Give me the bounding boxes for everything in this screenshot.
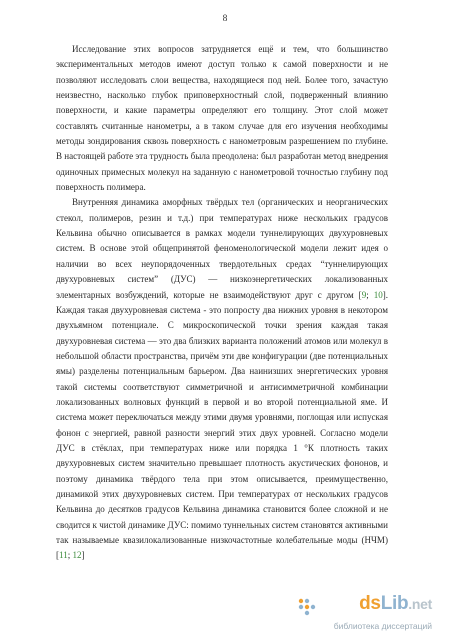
watermark-logo [359,593,432,615]
watermark [282,591,442,631]
logo-net: .net [408,596,432,612]
document-body [56,42,388,564]
logo-lib: Lib [380,593,409,614]
citation-link[interactable]: 10 [373,289,383,300]
citation-separator: ; [67,550,73,561]
logo-dots-icon [297,597,317,617]
paragraph-text: ]. Каждая такая двухуровневая система - это попросту два нижних уровня в некотором двухъямном потенциале. С микроскопической точки зрения каждая такая двухуровневая система — это два близких варианта положений атомов или молекул в небольшой области пространства, причём эти две конфигурации (две потенциальных ямы) разделены потенциальным барьером. Два наинизших энергетических уровня такой системы соответствуют симметричной и антисимметричной комбинации локализованных волновых функций в первой и во второй потенциальной яме. И система может переключаться между этими двумя уровнями, поглощая или испуская фонон с энергией, равной разности энергий этих двух уровней. Согласно модели ДУС в стёклах, при температурах ниже или порядка 1 °К плотность таких двухуровневых систем значительно превышает плотность акустических фононов, и поэтому динамика твёрдого тела при этом описывается, преимущественно, динамикой этих двухуровневых систем. При температурах от нескольких градусов Кельвина до десятков градусов Кельвина динамика становится более сложной и не сводится к чистой динамике ДУС: помимо туннельных систем становятся активными так называемые квазилокализованные низкочастотные колебательные моды (НЧМ) [ [56,289,389,561]
paragraph: Исследование этих вопросов затрудняется ещё и тем, что большинство экспериментальных методов имеют доступ только к самой поверхности и не позволяют исследовать слои вещества, находящиеся под ней. Более того, зачастую неизвестно, насколько глубок приповерхностный слой, подверженный влиянию поверхности, и какие параметры определяют его толщину. Этот слой может составлять считанные нанометры, а в таком случае для его изучения необходимы методы зондирования сквозь поверхность с нанометровым разрешением по глубине. В настоящей работе эта трудность была преодолена: был разработан метод внедрения одиночных примесных молекул на заданную с нанометровой точностью глубину под поверхность полимера. [56,44,388,193]
paragraph-text: ] [81,550,85,561]
citation-link[interactable]: 9 [361,289,367,300]
citation-separator: ; [366,289,374,300]
citation-link[interactable]: 11 [59,550,68,561]
watermark-subtitle: библиотека диссертаций [333,621,432,631]
logo-ds: ds [359,593,381,614]
paragraph-text: Внутренняя динамика аморфных твёрдых тел (органических и неорганических стекол, полимеров, резин и т.д.) при температурах ниже нескольких градусов Кельвина обычно описывается в рамках модели туннелирующих двухуровневых систем. В основе этой общепринятой феноменологической модели лежит идея о наличии во всех неупорядоченных твердотельных средах “туннелирующих двухуровневых систем” (ДУС) — низкоэнергетических локализованных элементарных возбуждений, которые не взаимодействуют друг с другом [ [56,197,388,300]
citation-link[interactable]: 12 [72,550,82,561]
paragraph [56,195,388,563]
page-number: 8 [222,14,228,24]
